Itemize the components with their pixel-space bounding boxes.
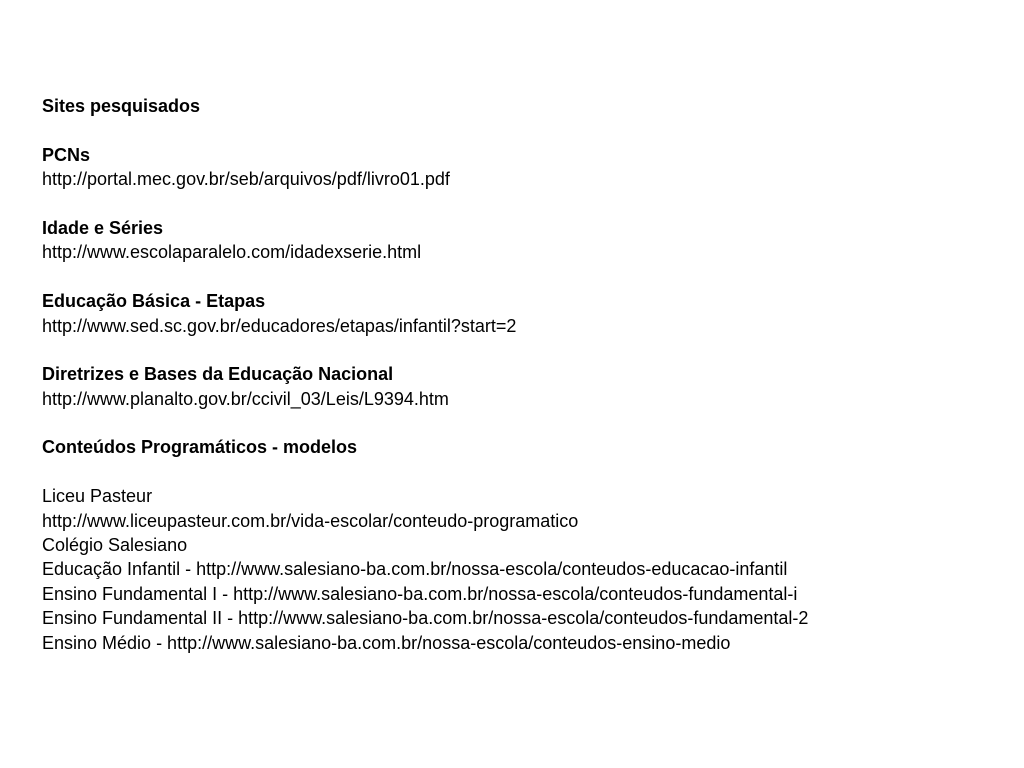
- models-line-liceu-url: http://www.liceupasteur.com.br/vida-escolar/conteudo-programatico: [42, 510, 579, 531]
- spacer: [42, 118, 1002, 142]
- section-url-educacao-basica: http://www.sed.sc.gov.br/educadores/etapas/infantil?start=2: [42, 315, 517, 336]
- page-title: Sites pesquisados: [42, 96, 201, 116]
- section-heading-idade-series: Idade e Séries: [42, 217, 164, 238]
- models-line-fundamental-i: Ensino Fundamental I - http://www.salesiano-ba.com.br/nossa-escola/conteudos-fundamental-i: [42, 583, 798, 604]
- section-heading-diretrizes: Diretrizes e Bases da Educação Nacional: [42, 364, 394, 385]
- models-line-liceu-name: Liceu Pasteur: [42, 486, 153, 507]
- models-line-educacao-infantil: Educação Infantil - http://www.salesiano-ba.com.br/nossa-escola/conteudos-educacao-infantil: [42, 559, 788, 580]
- section-heading-pcns: PCNs: [42, 144, 91, 165]
- models-line-salesiano-name: Colégio Salesiano: [42, 535, 188, 556]
- slide-content: [42, 94, 1002, 655]
- models-heading: Conteúdos Programáticos - modelos: [42, 437, 358, 458]
- spacer: [42, 192, 1002, 216]
- section-heading-educacao-basica: Educação Básica - Etapas: [42, 291, 266, 312]
- spacer: [42, 460, 1002, 484]
- models-line-ensino-medio: Ensino Médio - http://www.salesiano-ba.com.br/nossa-escola/conteudos-ensino-medio: [42, 632, 731, 653]
- section-url-idade-series: http://www.escolaparalelo.com/idadexserie.html: [42, 242, 422, 263]
- section-url-diretrizes: http://www.planalto.gov.br/ccivil_03/Leis/L9394.htm: [42, 388, 449, 409]
- spacer: [42, 411, 1002, 435]
- section-url-pcns: http://portal.mec.gov.br/seb/arquivos/pdf/livro01.pdf: [42, 169, 450, 190]
- spacer: [42, 338, 1002, 362]
- models-line-fundamental-ii: Ensino Fundamental II - http://www.salesiano-ba.com.br/nossa-escola/conteudos-fundamental-2: [42, 608, 809, 629]
- spacer: [42, 265, 1002, 289]
